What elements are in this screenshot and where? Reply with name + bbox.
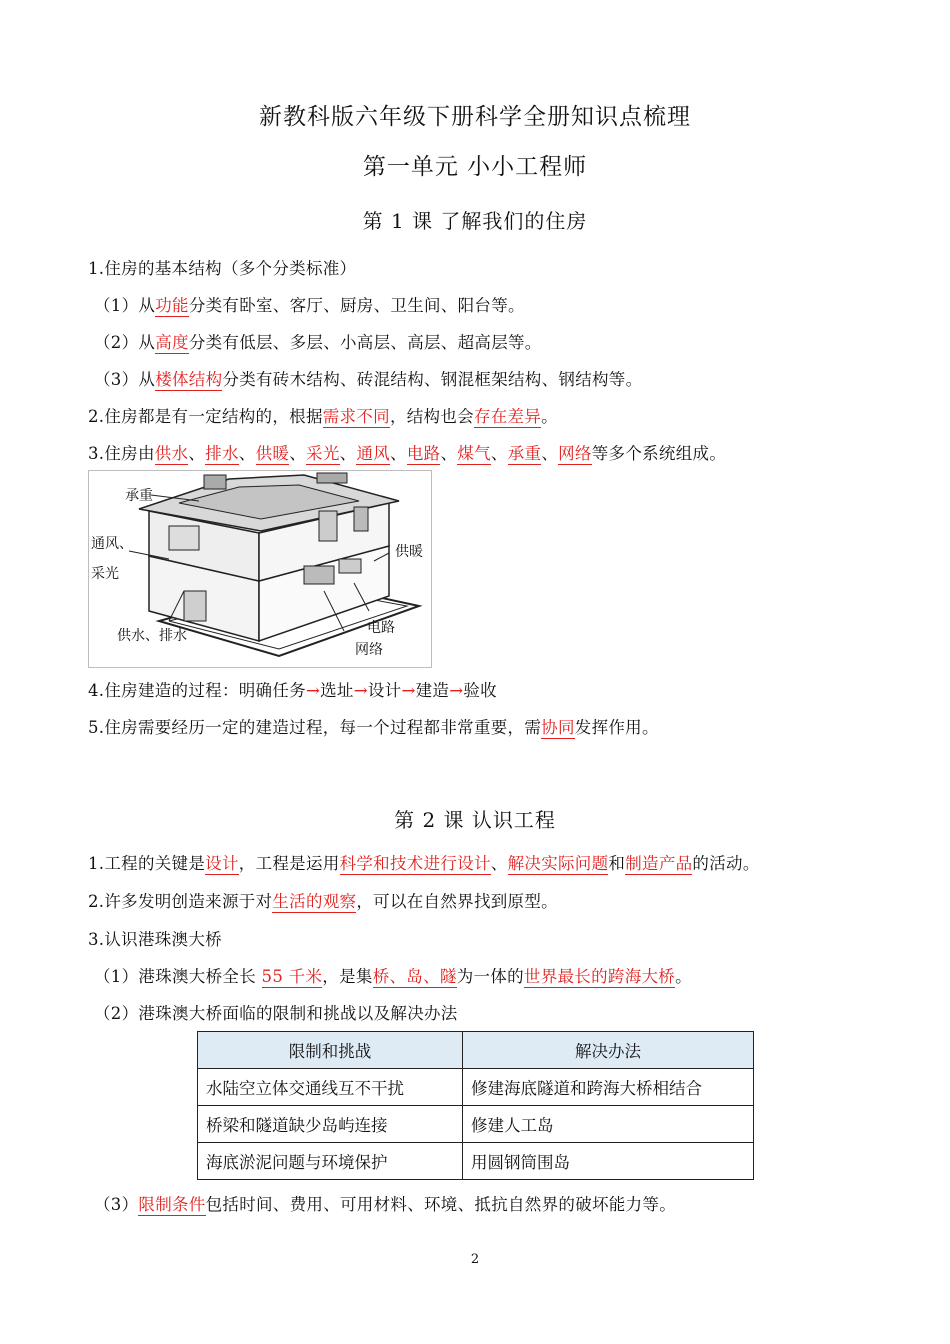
table-cell: 桥梁和隧道缺少岛屿连接 xyxy=(198,1106,463,1143)
label-ventilation: 通风、 xyxy=(91,536,133,552)
l1-point-5: 5.住房需要经历一定的建造过程，每一个过程都非常重要，需协同发挥作用。 xyxy=(88,718,659,737)
label-circuit: 电路 xyxy=(367,620,395,636)
keyword: 世界最长的跨海大桥 xyxy=(523,967,676,986)
keyword: 科学和技术进行设计 xyxy=(339,854,491,873)
system-keyword: 供暖 xyxy=(255,444,290,463)
table-cell: 修建海底隧道和跨海大桥相结合 xyxy=(463,1069,754,1106)
separator: 、 xyxy=(490,444,508,463)
l1-point-1c: （3）从楼体结构分类有砖木结构、砖混结构、钢混框架结构、钢结构等。 xyxy=(94,370,643,389)
process-step: 选址 xyxy=(320,681,354,700)
process-step: 设计 xyxy=(367,681,402,700)
process-step: 建造 xyxy=(415,681,450,700)
separator: 、 xyxy=(339,444,357,463)
process-step: 验收 xyxy=(463,681,497,700)
table-cell: 水陆空立体交通线互不干扰 xyxy=(198,1069,463,1106)
label-water: 供水、排水 xyxy=(117,628,187,644)
arrow-right-icon: → xyxy=(305,681,321,700)
system-keyword: 煤气 xyxy=(457,444,491,463)
system-keyword: 排水 xyxy=(205,444,239,463)
challenges-table xyxy=(197,1031,754,1180)
l1-point-2: 2.住房都是有一定结构的，根据需求不同，结构也会存在差异。 xyxy=(88,407,558,426)
keyword: 需求不同 xyxy=(322,407,390,426)
keyword: 55 千米 xyxy=(261,967,323,986)
keyword: 设计 xyxy=(205,854,239,873)
table-row xyxy=(198,1143,754,1180)
separator: 、 xyxy=(188,444,206,463)
keyword: 桥、岛、隧 xyxy=(372,967,457,986)
l2-point-3c: （3）限制条件包括时间、费用、可用材料、环境、抵抗自然界的破坏能力等。 xyxy=(94,1195,677,1214)
l2-point-1: 1.工程的关键是设计，工程是运用科学和技术进行设计、解决实际问题和制造产品的活动。 xyxy=(88,854,760,873)
table-header: 限制和挑战 xyxy=(198,1032,463,1069)
table-row xyxy=(198,1069,754,1106)
system-keyword: 供水 xyxy=(154,444,189,463)
label-network: 网络 xyxy=(355,642,383,658)
keyword: 楼体结构 xyxy=(155,370,223,389)
l2-point-2: 2.许多发明创造来源于对生活的观察，可以在自然界找到原型。 xyxy=(88,892,558,911)
table-cell: 海底淤泥问题与环境保护 xyxy=(198,1143,463,1180)
keyword: 生活的观察 xyxy=(272,892,357,911)
unit-title: 第一单元 小小工程师 xyxy=(362,154,588,180)
keyword: 限制条件 xyxy=(138,1195,206,1214)
table-row xyxy=(198,1106,754,1143)
system-keyword: 网络 xyxy=(558,444,592,463)
lesson1-heading: 第 1 课 了解我们的住房 xyxy=(362,209,588,233)
l1-point-4: 4.住房建造的过程：明确任务→选址→设计→建造→验收 xyxy=(88,681,497,700)
arrow-right-icon: → xyxy=(449,681,464,700)
l2-point-3: 3.认识港珠澳大桥 xyxy=(88,930,222,949)
table-header-row xyxy=(198,1032,754,1069)
l2-point-3a: （1）港珠澳大桥全长 55 千米，是集桥、岛、隧为一体的世界最长的跨海大桥。 xyxy=(94,967,692,986)
system-keyword: 电路 xyxy=(406,444,441,463)
label-heating: 供暖 xyxy=(395,544,423,560)
l2-point-3b: （2）港珠澳大桥面临的限制和挑战以及解决办法 xyxy=(94,1004,458,1023)
arrow-right-icon: → xyxy=(401,681,416,700)
l1-point-1: 1.住房的基本结构（多个分类标准） xyxy=(88,259,357,278)
document-title: 新教科版六年级下册科学全册知识点梳理 xyxy=(259,104,691,130)
keyword: 制造产品 xyxy=(625,854,693,873)
l1-point-1b: （2）从高度分类有低层、多层、小高层、高层、超高层等。 xyxy=(94,333,542,352)
house-systems-diagram xyxy=(88,470,432,668)
page-number: 2 xyxy=(470,1252,480,1267)
label-lighting: 采光 xyxy=(91,566,119,582)
separator: 、 xyxy=(390,444,407,463)
keyword: 解决实际问题 xyxy=(507,854,609,873)
separator: 、 xyxy=(238,444,256,463)
system-keyword: 采光 xyxy=(306,444,340,463)
keyword: 功能 xyxy=(155,296,189,315)
table-cell: 用圆钢筒围岛 xyxy=(463,1143,754,1180)
separator: 、 xyxy=(440,444,458,463)
table-header: 解决办法 xyxy=(463,1032,754,1069)
separator: 、 xyxy=(541,444,559,463)
l1-point-1a: （1）从功能分类有卧室、客厅、厨房、卫生间、阳台等。 xyxy=(94,296,525,315)
table-cell: 修建人工岛 xyxy=(463,1106,754,1143)
lesson2-heading: 第 2 课 认识工程 xyxy=(394,808,556,832)
separator: 、 xyxy=(289,444,307,463)
system-keyword: 承重 xyxy=(507,444,542,463)
keyword: 存在差异 xyxy=(473,407,542,426)
keyword: 协同 xyxy=(541,718,575,737)
process-step: 明确任务 xyxy=(238,681,306,700)
label-load-bearing: 承重 xyxy=(125,488,153,504)
system-keyword: 通风 xyxy=(356,444,391,463)
arrow-right-icon: → xyxy=(353,681,368,700)
keyword: 高度 xyxy=(155,333,189,352)
l1-point-3: 3.住房由供水、排水、供暖、采光、通风、电路、煤气、承重、网络等多个系统组成。 xyxy=(88,444,727,463)
